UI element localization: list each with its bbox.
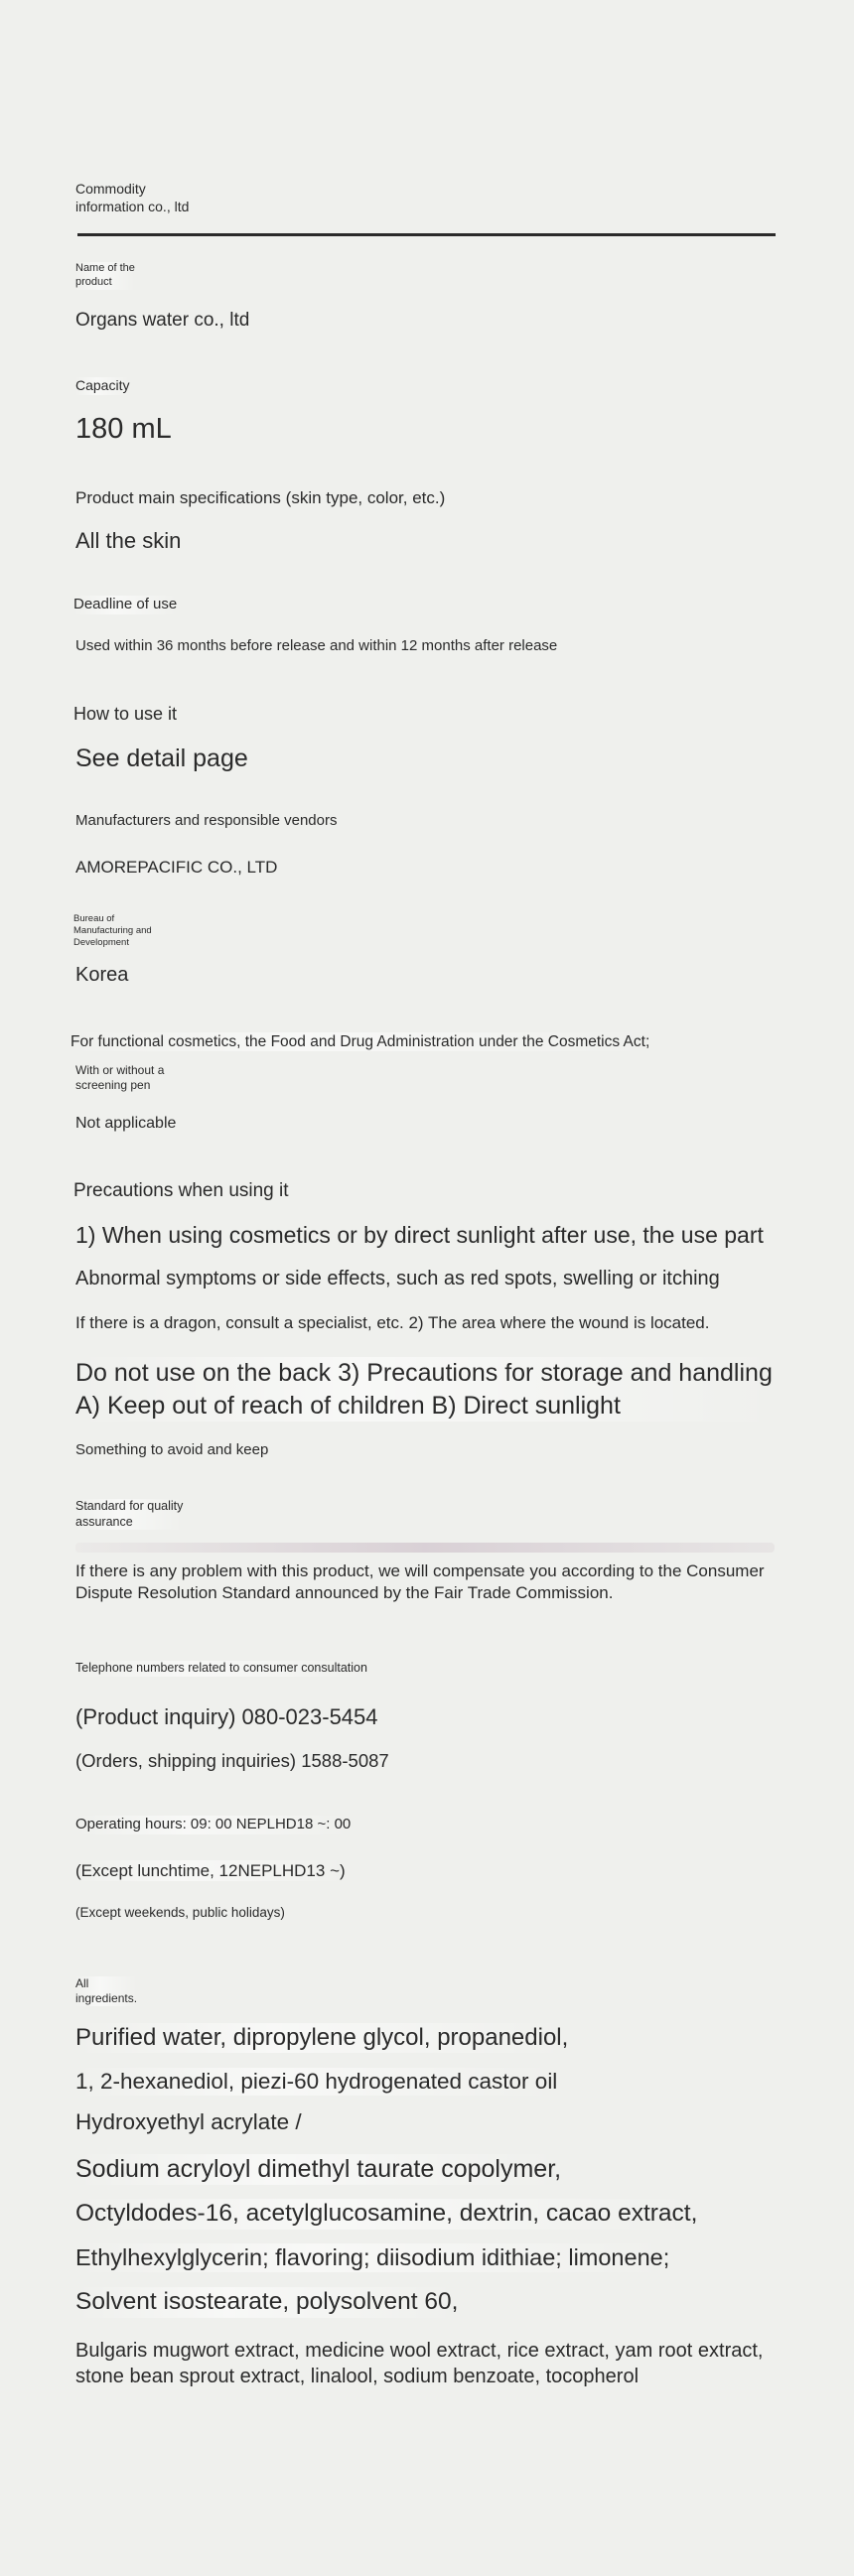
capacity-value: 180 mL (75, 413, 172, 445)
spec-value: All the skin (75, 528, 182, 553)
ingredient-line-6: Ethylhexylglycerin; flavoring; diisodium idithiae; limonene; (75, 2243, 669, 2272)
phone-label: Telephone numbers related to consumer consultation (75, 1661, 367, 1675)
precautions-line-1: 1) When using cosmetics or by direct sunlight after use, the use part (75, 1222, 764, 1248)
precautions-line-5: Something to avoid and keep (75, 1441, 269, 1458)
lunch-hours: (Except lunchtime, 12NEPLHD13 ~) (75, 1861, 346, 1880)
ingredient-line-3: Hydroxyethyl acrylate / (75, 2109, 302, 2134)
phone-orders: (Orders, shipping inquiries) 1588-5087 (75, 1750, 389, 1771)
deadline-label: Deadline of use (73, 596, 178, 612)
deadline-value: Used within 36 months before release and within 12 months after release (75, 637, 558, 654)
ingredient-line-4: Sodium acryloyl dimethyl taurate copolymer, (75, 2154, 561, 2185)
ingredient-line-2: 1, 2-hexanediol, piezi-60 hydrogenated castor oil (75, 2068, 557, 2096)
screening-label: With or without a screening pen (75, 1063, 165, 1092)
ingredients-label: All ingredients. (75, 1976, 138, 2005)
spec-label: Product main specifications (skin type, color, etc.) (75, 488, 446, 507)
weekend-note: (Except weekends, public holidays) (75, 1905, 285, 1920)
capacity-label: Capacity (75, 377, 130, 393)
phone-product: (Product inquiry) 080-023-5454 (75, 1704, 378, 1729)
functional-cosmetics-line: For functional cosmetics, the Food and Drug Administration under the Cosmetics Act; (71, 1033, 650, 1050)
precautions-line-3: If there is a dragon, consult a specialist, etc. 2) The area where the wound is located. (75, 1313, 710, 1332)
howto-value: See detail page (75, 745, 248, 772)
company-header: Commodity information co., ltd (75, 181, 190, 214)
howto-label: How to use it (73, 704, 178, 724)
operating-hours: Operating hours: 09: 00 NEPLHD18 ~: 00 (75, 1816, 352, 1832)
screening-value: Not applicable (75, 1115, 177, 1132)
quality-value: If there is any problem with this product, we will compensate you according to the Consumer Dispute Resolution Standard announced by the Fair Trade Commission. (75, 1561, 765, 1602)
header-divider (77, 233, 776, 236)
smudge-divider (75, 1543, 775, 1553)
precautions-line-4: Do not use on the back 3) Precautions for storage and handling A) Keep out of reach of children B) Direct sunlight (75, 1357, 781, 1422)
ingredient-line-8: Bulgaris mugwort extract, medicine wool extract, rice extract, yam root extract, stone bean sprout extract, linalool, sodium benzoate, tocopherol (75, 2340, 764, 2387)
quality-label: Standard for quality assurance (75, 1499, 184, 1529)
precautions-label: Precautions when using it (73, 1180, 289, 1201)
product-name-label: Name of the product (75, 262, 135, 288)
product-name-value: Organs water co., ltd (75, 310, 250, 331)
bureau-value: Korea (75, 964, 129, 986)
manufacturer-value: AMOREPACIFIC CO., LTD (75, 858, 278, 877)
precautions-line-2: Abnormal symptoms or side effects, such as red spots, swelling or itching (75, 1268, 720, 1289)
bureau-label: Bureau of Manufacturing and Development (73, 913, 152, 948)
manufacturer-label: Manufacturers and responsible vendors (75, 812, 338, 829)
ingredient-line-7: Solvent isostearate, polysolvent 60, (75, 2287, 458, 2318)
ingredient-line-5: Octyldodes-16, acetylglucosamine, dextrin, cacao extract, (75, 2199, 697, 2230)
ingredient-line-1: Purified water, dipropylene glycol, propanediol, (75, 2024, 569, 2051)
